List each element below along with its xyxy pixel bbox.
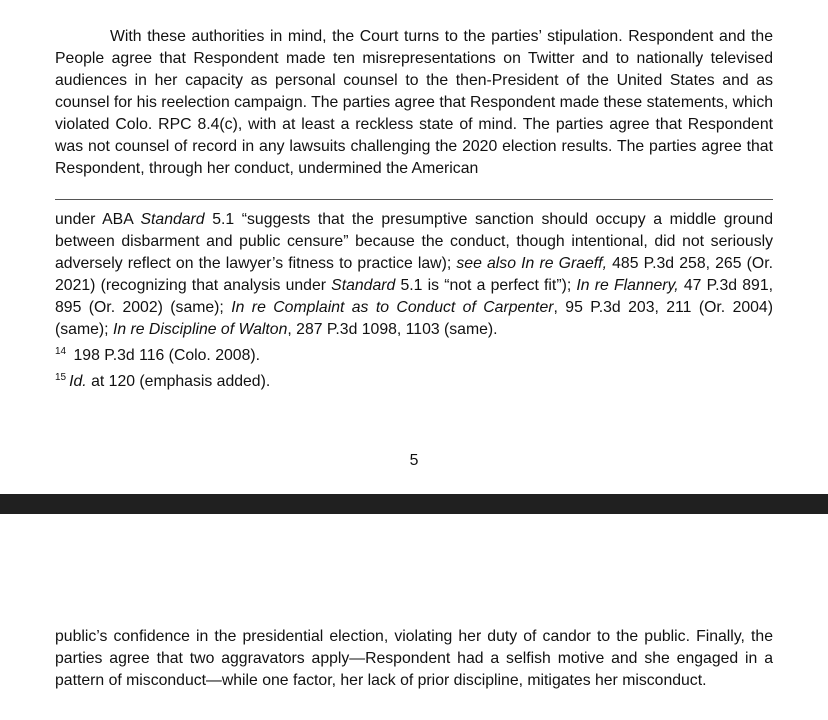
footnote-15-number: 15: [55, 372, 67, 383]
page-break-gap: [0, 494, 828, 514]
footnotes: [55, 209, 773, 393]
footnote-14: $^{14}$ 198 P.3d 116 (Colo. 2008).: [55, 346, 260, 364]
body-paragraph-continuation: public’s confidence in the presidential election, violating her duty of candor to the public. Finally, the parties agree that two aggravators apply—Respondent had a selfish motive and she engaged in a pattern of misconduct—while one factor, her lack of prior discipline, mitigates her misconduct.: [55, 628, 773, 689]
page-6: [0, 514, 828, 720]
body-paragraph-stipulation: With these authorities in mind, the Court turns to the parties’ stipulation. Respondent and the People agree that Respondent made ten misrepresentations on Twitter and to nationally televised audiences in her capacity as personal counsel to the then-President of the United States and as counsel for his reelection campaign. The parties agree that Respondent made these statements, which violated Colo. RPC 8.4(c), with at least a reckless state of mind. The parties agree that Respondent was not counsel of record in any lawsuits challenging the 2020 election results. The parties agree that Respondent, through her conduct, undermined the American: [55, 28, 774, 177]
footnote-15: $^{15}$ Id. at 120 (emphasis added).: [55, 372, 271, 390]
footnote-14-number: 14: [55, 346, 67, 357]
footnote-13-continuation: under ABA Standard 5.1 “suggests that the presumptive sanction should occupy a middle ground between disbarment and public censure” because the conduct, though intentional, did not seriously adversely reflect on the lawyer’s fitness to practice law); see also In re Graeff, 485 P.3d 258, 265 (Or. 2021) (recognizing that analysis under Standard 5.1 is “not a perfect fit”); In re Flannery, 47 P.3d 891, 895 (Or. 2002) (same); In re Complaint as to Conduct of Carpenter, 95 P.3d 203, 211 (Or. 2004) (same); In re Discipline of Walton, 287 P.3d 1098, 1103 (same).: [55, 211, 773, 338]
footnote-separator: [55, 199, 773, 200]
cutoff-text-line: [80, 0, 740, 4]
page-number: 5: [409, 452, 419, 469]
